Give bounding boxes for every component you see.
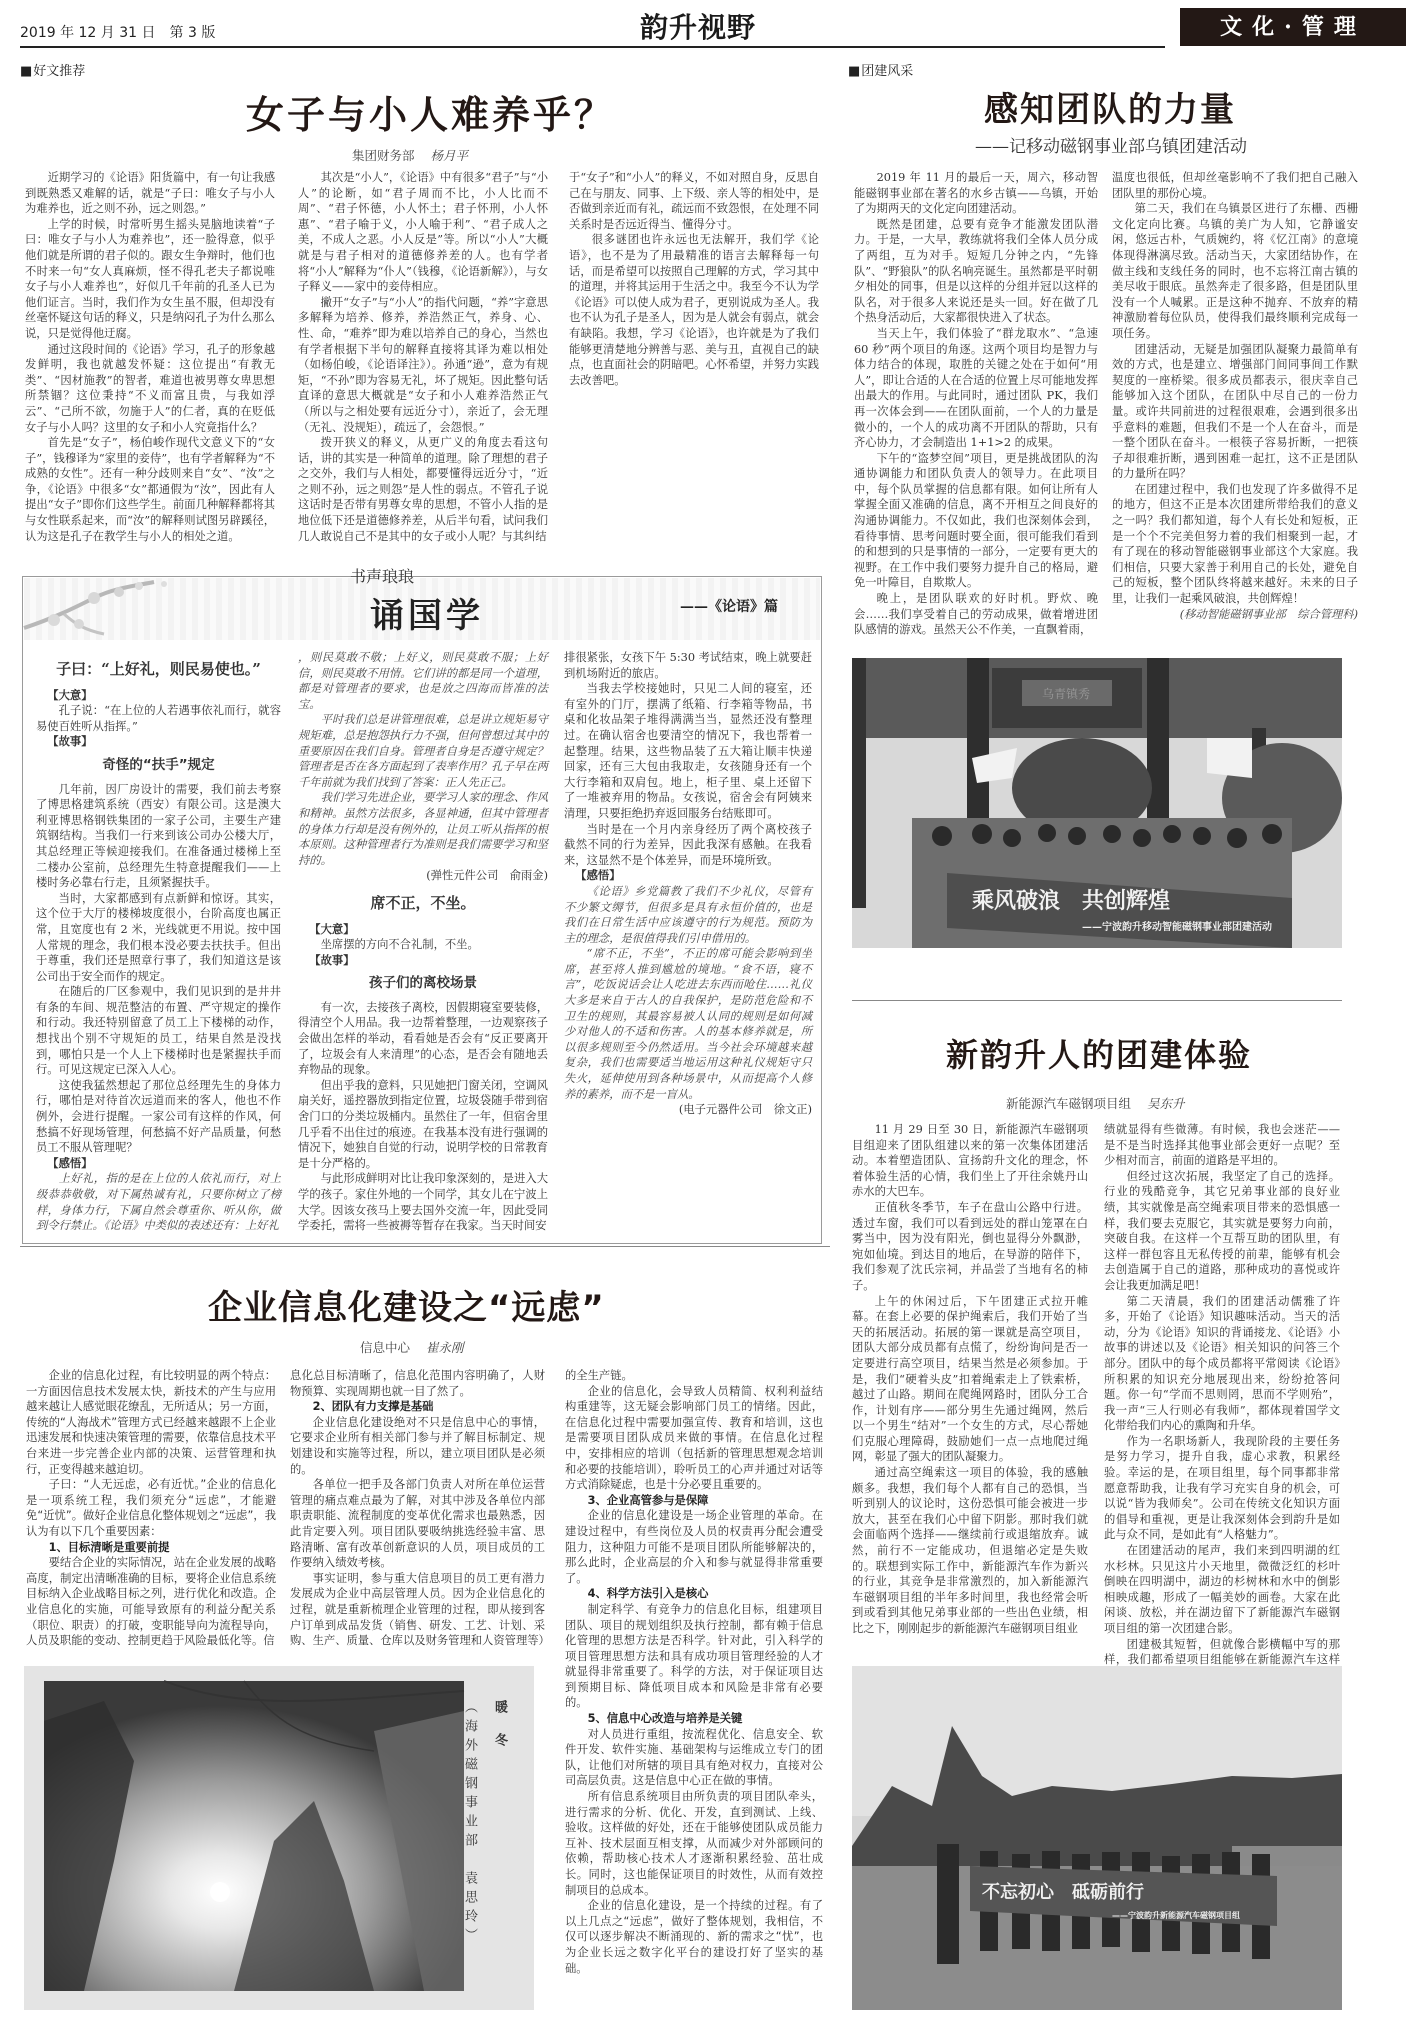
banner-main-text: 不忘初心 砥砺前行 [982, 1882, 1144, 1903]
paragraph: 要结合企业的实际情况，站在企业发展的战略高度，制定出清晰准确的目标，要将企业信息系统目标纳入企业战略目标之列，进行优化和改造。企业信息化的实施，可能导致原有的利益分配关系（职位、职责）的打破，变职能导向为流程导向，人员及职能的变动、控制更趋于风险最低化等。信 [26, 1556, 276, 1648]
section-heading: 4、科学方法引入是核心 [587, 1587, 709, 1601]
paragraph: “席不正，不坐”，不正的席可能会影响到坐席，甚至将人推到尴尬的境地。“食不语，寝不言”，吃饭说话会让人吃进去东西而呛住……礼仪大多是来自于古人的自我保护，是防范危险和不卫生的规则，其最容易被人认同的规则是如何减少对他人的不适和伤害。人的基本修养就是，所以很多规则至今仍然适用。当今社会环境越来越复杂，我们也需要适当地运用这种礼仪规矩守只失火，延伸使用到各种场景中，从而提高个人修养的素养，而不是一盲从。 [564, 947, 812, 1101]
column-label-teambuilding: ■ 团建风采 [848, 60, 913, 79]
paragraph: 绩就显得有些微薄。有时候，我也会迷茫——是不是当时选择其他事业部会更好一点呢？至少相对而言，前面的道路是平坦的。 [1104, 1123, 1340, 1168]
paragraph: 所有信息系统项目由所负责的项目团队牵头，进行需求的分析、优化、开发，直到测试、上线、验收。这样做的好处，还在于能够使团队成员能力互补、技术层面互相支撑，从而减少对外部顾问的依赖，帮助核心技术人才逐渐积累经验、茁壮成长。同时，这也能保证项目的时效性，从而有效控制项目的总成本。 [565, 1790, 823, 1897]
winter-photo-caption [462, 1700, 514, 1947]
paragraph: 温度也很低，但却丝毫影响不了我们把自己融入团队里的那份心境。 [1112, 171, 1358, 200]
paragraph: 撇开“女子”与“小人”的指代问题，“养”字意思多解释为培养、修养，养浩然正气，养身、心、性、命，“难养”即为难以培养自己的身心，当然也有学者根据下半句的解释直接将其译为难以相处（如杨伯峻，《论语译注》）。孙通“逊”，意为有规矩，“不孙”即为容易无礼，坏了规矩。因此整句话直译的意思大概就是“女子和小人难养浩然正气（所以与之相处要有远近分寸），亲近了，会无理（无礼、没规矩），疏远了，会怨恨。” [298, 295, 548, 434]
tag-insight: 【感悟】 [47, 1155, 93, 1170]
article-column [1112, 170, 1358, 640]
paragraph: 我们学习先进企业，要学习人家的理念、作风和精神。虽然方法很多，各显神通，但其中管理者的身体力行却是没有例外的，让员工听从指挥的根本原则。这种管理者行为准则是我们需要学习和坚持的。 [298, 791, 548, 867]
article-column [1104, 1122, 1340, 1667]
paragraph: 上午的休闲过后，下午团建正式拉开帷幕。在套上必要的保护绳索后，我们开始了当天的拓展活动。拓展的第一课就是高空项目，团队大部分成员都有点慌了，纷纷询问是否一定要进行高空项目，结果当然是必须参加。于是，我们“硬着头皮”扣着绳索走上了铁索桥，越过了山路。期间在爬绳网路时，团队分工合作，计划有序——部分男生先通过绳网，然后以一个男生“结对”一个女生的方式，尽心帮她们克服心理障碍，鼓励她们一点一点地爬过绳网，彰显了强大的团队凝聚力。 [852, 1294, 1088, 1464]
paragraph: 首先是“女子”，杨伯峻作现代文意义下的“女子”，钱穆译为“家里的妾侍”，也有学者解释为“不成熟的女性”。还有一种分歧则来自“女”、“汝”之争，《论语》中很多“女”都通假为“汝”，因此有人提出“女子”即你们这些学生。前面几种解释都将其与女性联系起来，而“汝”的解释则试图另辟蹊径，认为这是孔子在教学生与小人的相处之道。 [25, 436, 275, 543]
paragraph: 这使我猛然想起了那位总经理先生的身体力行，哪怕是对待首次远道而来的客人，他也不作例外，会进行提醒。一家公司有这样的作风，何愁搞不好现场管理，何愁搞不好产品质量，何愁员工不服从管理呢？ [36, 1078, 281, 1155]
paragraph: 第二天清晨，我们的团建活动儒雅了许多，开始了《论语》知识趣味活动。当天的活动，分为《论语》知识的背诵接龙、《论语》小故事的讲述以及《论语》相关知识的问答三个部分。团队中的每个成员都将平常阅读《论语》所积累的知识充分地展现出来，纷纷抢答问题。你一句“学而不思则罔，思而不学则殆”，我一声“三人行则必有我师”，都体现着国学文化带给我们内心的熏陶和升华。 [1104, 1294, 1340, 1433]
article-title: 企业信息化建设之“远虑” [208, 1288, 605, 1328]
banner-sub-text: ——宁波韵升新能源汽车磁钢项目组 [1112, 1911, 1240, 1920]
section-heading: 5、信息中心改造与培养是关键 [587, 1712, 743, 1726]
paragraph: 当天上午，我们体验了“群龙取水”、“急速 60 秒”两个项目的角逐。这两个项目均是智力与体力结合的体现，取胜的关键之处在于如何“用人”，即让合适的人在合适的位置上尽可能地发挥出最大的作用。与此同时，通过团队 PK，我们再一次体会到——在团队面前，一个人的力量是微小的，一个人的成功离不开团队的帮助，只有齐心协力，才会制造出 1+1>2 的成果。 [854, 326, 1098, 450]
paragraph: 在随后的厂区参观中，我们见识到的是井井有条的车间、规范整洁的布置、严守规定的操作和行动。我还特别留意了员工上下楼梯的动作，想找出个别不守规矩的员工，结果自然是没找到，哪怕只是一个人上下楼梯时也是紧握扶手而行。可见这规定已深入人心。 [36, 985, 281, 1077]
paragraph: 11 月 29 日至 30 日，新能源汽车磁钢项目组迎来了团队组建以来的第一次集体团建活动。本着塑造团队、宣扬韵升文化的理念，怀着体验生活的心情，我们坐上了开往余姚丹山赤水的大巴车。 [852, 1123, 1088, 1199]
gate-plaque-text: 乌青镇秀 [1042, 687, 1091, 701]
section-heading: 3、企业高管参与是保障 [587, 1493, 709, 1507]
paragraph: 当时是在一个月内亲身经历了两个离校孩子截然不同的行为差异，因此我深有感触。在我看来，这显然不是个体差异，而是环境所致。 [564, 822, 812, 867]
article-column [852, 1122, 1088, 1642]
article-column [26, 1368, 276, 1648]
byline-dept: 新能源汽车磁钢项目组 [1006, 1096, 1132, 1111]
tag-insight: 【感悟】 [575, 868, 621, 883]
guoxue-title: 诵国学 [370, 596, 484, 636]
paragraph: 通过高空绳索这一项目的体验，我的感触颇多。我想，我们每个人都有自己的恐惧，当听到别人的议论时，这份恐惧可能会被进一步放大，甚至在我们心中留下阴影。那时我们就会面临两个选择——继续前行或退缩放弃。诚然，前行不一定能成功，但退缩必定是失败的。联想到实际工作中，新能源汽车作为新兴的行业，其竞争是非常激烈的，加入新能源汽车磁钢项目组的半年多时间里，我也经常会听到或看到其他兄弟事业部的一些出色业绩，相比之下，刚刚起步的新能源汽车磁钢项目组业 [852, 1466, 1088, 1635]
paragraph: 于“女子”和“小人”的释义，不如对照自身，反思自己在与朋友、同事、上下级、亲人等的相处中，是否做到亲近而有礼，疏远而不致怨恨，在处理不同关系时是否远近得当、懂得分寸。 [569, 171, 819, 231]
guoxue-column [564, 650, 812, 1238]
paragraph: 企业的信息化过程，有比较明显的两个特点：一方面因信息技术发展太快，新技术的产生与应用越来越让人感觉眼花缭乱，无所适从；另一方面，传统的“人海战术”管理方式已经越来越跟不上企业迅速发展和快速决策管理的需要，依靠信息技术平台来进一步完善企业内部的决策、运营管理和执行，正变得越来越迫切。 [26, 1369, 276, 1476]
byline-author: 崔永刚 [426, 1340, 464, 1355]
banner-main-text: 乘风破浪 共创辉煌 [972, 889, 1171, 914]
paragraph: ，则民莫敢不敬；上好义，则民莫敢不服；上好信，则民莫敢不用情。它们讲的都是同一个道理，都是对管理者的要求，也是放之四海而皆准的法宝。 [298, 651, 548, 711]
paragraph: 对人员进行重组，按流程优化、信息安全、软件开发、软件实施、基础架构与运维成立专门的团队，让他们对所辖的项目具有绝对权力，直接对公司高层负责。这是信息中心正在做的事情。 [565, 1727, 823, 1788]
story-title: 奇怪的“扶手”规定 [102, 756, 215, 773]
plum-blossom-icon [24, 578, 184, 640]
section-divider [20, 1246, 830, 1247]
winter-photo-credit: （海外磁钢事业部 袁思玲） [462, 1700, 477, 1947]
section-heading: 2、团队有力支撑是基础 [312, 1400, 434, 1414]
paragraph: 但出乎我的意料，只见她把门窗关闭，空调风扇关好，遥控器放到指定位置，垃圾袋随手带到宿舍门口的分类垃圾桶内。虽然住了一年，但宿舍里几乎看不出住过的痕迹。在我基本没有进行强调的情况下，她独自自觉的行动，说明学校的日常教育是十分严格的。 [298, 1078, 548, 1170]
article-title: 感知团队的力量 [984, 90, 1236, 130]
paragraph: 制定科学、有竞争力的信息化目标，组建项目团队、项目的规划组织及执行控制，都有赖于信息化管理的思想方法是否科学。针对此，引入科学的项目管理思想方法和具有成功项目管理经验的人才就显得非常重要了。科学的方法，对于保证项目达到预期目标、降低项目成本和风险是非常有必要的。 [565, 1602, 823, 1710]
newspaper-title: 韵升视野 [640, 11, 757, 44]
lake-group-photo [852, 1666, 1342, 2010]
winter-photo-title: 暖冬 [492, 1700, 507, 1766]
article-column [569, 170, 819, 548]
paragraph: 通过这段时间的《论语》学习，孔子的形象越发鲜明，我也就越发怀疑：这位提出“有教无类”、“因材施教”的智者，难道也被男尊女卑思想所禁锢？这位秉持“不义而富且贵，与我如浮云”、“己所不欲，勿施于人”的仁者，真的在贬低女子与小人吗？这里的女子和小人究竟指什么？ [25, 342, 275, 434]
wuzhen-group-photo [852, 658, 1342, 948]
paragraph: 拨开狭义的释义，从更广义的角度去看这句话，讲的其实是一种简单的道理。除了理想的君子之交外，我们与人相处，都要懂得远近分寸，“近之则不孙，远之则怨”是人性的弱点。不管孔子说这话时是否带有男尊女卑的思想，不管小人指的是地位低下还是道德修养差，从后半句看，试问我们几人敢说自己不是其中的女子或小人呢？与其纠结 [298, 436, 548, 543]
tag-story: 【故事】 [309, 952, 355, 967]
meaning-text: 孔子说：“在上位的人若遇事依礼而行，就容易使百姓听从指挥。” [36, 704, 281, 733]
paragraph: 当时，大家都感到有点新鲜和惊讶。其实，这个位于大厅的楼梯坡度很小，台阶高度也属正常，且宽度也有 2 米，光线就更不用说。按中国人常规的理念，我们根本没必要去扶扶手。但出于尊重，我们还是照章行事了，我们知道这是该公司出于安全而作的规定。 [36, 891, 281, 983]
article-column [290, 1368, 550, 1648]
section-badge: 文化·管理 [1180, 8, 1406, 46]
byline-dept: 信息中心 [360, 1340, 411, 1355]
paragraph: 几年前，因厂房设计的需要，我们前去考察了博思格建筑系统（西安）有限公司。这是澳大利亚博思格钢铁集团的一家子公司，主要生产建筑钢结构。当我们一行来到该公司办公楼大厅，其总经理正等候迎接我们。在准备通过楼梯上至二楼办公室前，总经理先生特意提醒我们——上楼时务必靠右行走，且须紧握扶手。 [36, 782, 281, 890]
analects-quote: 子曰：“上好礼，则民易使也。” [56, 660, 261, 678]
paragraph: 第二天，我们在乌镇景区进行了东栅、西栅文化定向比赛。乌镇的美广为人知，它静谧安闲，悠远古朴，气质婉约，将《忆江南》的意境体现得淋漓尽致。活动当天，大家团结协作，在做主线和支线任务的同时，也不忘将江南古镇的美尽收于眼底。虽然奔走了很多路，但是团队里没有一个人喊累。正是这种不抛弃、不放弃的精神激励着每位队员，使得我们最终顺利完成每一项任务。 [1112, 202, 1358, 340]
byline-dept: 集团财务部 [352, 148, 415, 163]
tag-story: 【故事】 [47, 734, 93, 749]
meaning-text: 坐席摆的方向不合礼制，不坐。 [320, 938, 479, 952]
paragraph: 团建活动，无疑是加强团队凝聚力最简单有效的方式，也是建立、增强部门间同事间工作默契度的一座桥梁。很多成员都表示，很庆幸自己能够加入这个团队，在团队中尽自己的一份力量。或许共同前进的过程很艰难，会遇到很多出乎意料的难题，但我们不是一个人在奋斗，而是一整个团队在奋斗。一根筷子容易折断，一把筷子却很难折断，遇到困难一起扛，这不正是团队的力量所在吗？ [1112, 342, 1358, 481]
masthead-rule [20, 46, 1165, 48]
article-title: 女子与小人难养乎？ [246, 93, 616, 137]
paragraph: 其次是“小人”，《论语》中有很多“君子”与“小人”的论断，如“君子周而不比，小人比而不周”、“君子怀德，小人怀土；君子怀刑，小人怀惠”、“君子喻于义，小人喻于利”、“君子成人之美，不成人之恶。小人反是”等。所以“小人”大概就是与君子相对的道德修养差的人。也有学者将“小人”解释为“仆人”（钱穆，《论语新解》），与女子释义——家中的妾侍相应。 [298, 171, 548, 294]
paragraph: 平时我们总是讲管理很难，总是讲立规矩易守规矩难，总是抱怨执行力不强，但何曾想过其中的重要原因在我们自身。管理者自身是否遵守规定？管理者是否在各方面起到了表率作用？孔子早在两千年前就为我们找到了答案：正人先正己。 [298, 713, 548, 789]
article-byline [360, 1338, 464, 1356]
paragraph: 上好礼，指的是在上位的人依礼而行，对上级恭恭敬敬，对下属热诚有礼，只要你树立了榜样，身体力行，下属自然会尊重你、听从你，做到令行禁止。《论语》中类似的表述还有：上好礼 [36, 1172, 281, 1233]
paragraph: 子曰：“人无远虑，必有近忧。”企业的信息化是一项系统工程，我们须充分“远虑”，才能避免“近忧”。做好企业信息化整体规划之“远虑”，我认为有以下几个重要因素： [26, 1478, 276, 1538]
paragraph: 但经过这次拓展，我坚定了自己的选择。行业的残酷竞争，其它兄弟事业部的良好业绩，其实就像是高空绳索项目带来的恐惧感一样，我们要去克服它，其实就是要努力向前，突破自我。在这样一个互帮互助的团队里，有这样一群包容且无私传授的前辈，能够有机会去创造属于自己的道路，那种成功的喜悦或许会让我更加满足吧！ [1104, 1169, 1340, 1292]
paragraph: 在团建活动的尾声，我们来到四明湖的红水杉林。只见这片小天地里，微微泛红的杉叶倒映在四明湖中，湖边的杉树林和水中的倒影相映成趣，形成了一幅美妙的画卷。大家在此闲谈、放松，并在湖边留下了新能源汽车磁钢项目组的第一次团建合影。 [1104, 1544, 1340, 1635]
paragraph: 企业的信息化建设是一场企业管理的革命。在建设过程中，有些岗位及人员的权责再分配会遭受阻力，这种阻力可能不是项目团队所能够解决的，那么此时，企业高层的介入和参与就显得非常重要了。 [565, 1509, 823, 1585]
paragraph: 晚上，是团队联欢的好时机。野炊、晚会……我们享受着自己的劳动成果，做着增进团队感情的游戏。虽然天公不作美，一直飘着雨， [854, 592, 1098, 637]
byline-author: 吴东升 [1147, 1096, 1185, 1111]
guoxue-source: ——《论语》篇 [680, 599, 778, 615]
byline-author: 杨月平 [430, 148, 469, 163]
paragraph: 下午的“盗梦空间”项目，更是挑战团队的沟通协调能力和团队负责人的领导力。在此项目中，每个队员掌握的信息都有限。如何让所有人掌握全面又准确的信息，离不开相互之间良好的沟通协调能力。不仅如此，我们也深刻体会到，看待事情、思考问题时要全面，很可能我们看到的和想到的只是事情的一部分，一定要有更大的视野。在工作中我们要努力提升自己的格局，避免一叶障目，自欺欺人。 [854, 451, 1098, 590]
issue-date: 2019 年 12 月 31 日 第 3 版 [20, 25, 216, 41]
paragraph: 企业的信息化，会导致人员精简、权利利益结构重建等，这无疑会影响部门员工的情绪。因此，在信息化过程中需要加强宣传、教育和培训，这也是需要项目团队成员来做的事情。在信息化过程中，安排相应的培训（包括新的管理思想观念培训和必要的技能培训），聆听员工的心声并通过对话等方式消除疑虑，也是十分必要且重要的。 [565, 1384, 823, 1492]
column-label-recommend: ■ 好文推荐 [20, 60, 85, 79]
paragraph: 团建极其短暂，但就像合影横幅中写的那样，我们都希望项目组能够在新能源汽车这样 [1104, 1637, 1340, 1667]
paragraph: 在团建过程中，我们也发现了许多做得不足的地方，但这不正是本次团建所带给我们的意义之一吗？我们都知道，每个人有长处和短板，正是一个个不完美但努力着的我们相聚到一起，才有了现在的移动智能磁钢事业部这个大家庭。我们相信，只要大家善于利用自己的长处，避免自己的短板，整个团队终将越来越好。未来的日子里，让我们一起乘风破浪，共创辉煌！ [1112, 482, 1358, 606]
winter-forest-photo [44, 1681, 464, 1991]
section-heading: 1、目标清晰是重要前提 [48, 1540, 170, 1554]
paragraph: 排很紧张，女孩下午 5:30 考试结束，晚上就要赶到机场附近的旅店。 [564, 651, 812, 680]
paragraph: 《论语》乡党篇教了我们不少礼仪，尽管有不少繁文缛节，但很多是具有永恒价值的，也是我们在日常生活中应该遵守的行为规范。预防为主的理念，是很值得我们引申借用的。 [564, 884, 812, 945]
banner-sub-text: ——宁波韵升移动智能磁钢事业部团建活动 [1082, 922, 1272, 933]
story-title: 孩子们的离校场景 [369, 975, 477, 992]
paragraph: 各单位一把手及各部门负责人对所在单位运营管理的痛点难点最为了解，对其中涉及各单位内部职责职能、流程制度的变革优化需求也最熟悉，因此肯定要入列。项目团队要吸纳挑选经验丰富、思路清晰、富有改革创新意识的人员，项目成员的工作要纳入绩效考核。 [290, 1478, 545, 1570]
article-byline [352, 146, 468, 164]
paragraph: 作为一名职场新人，我现阶段的主要任务是努力学习，提升自我，虚心求教，积累经验。幸运的是，在项目组里，每个同事都非常愿意帮助我，让我有学习充实自身的机会，可以说“皆为我师矣”。公司在传统文化知识方面的倡导和重视，更是让我深刻体会到韵升是如此与众不同，是如此有“人格魅力”。 [1104, 1434, 1340, 1542]
paragraph: 当我去学校接她时，只见二人间的寝室，还有室外的门厅，摆满了纸箱、行李箱等物品，书桌和化妆品架子堆得满满当当，显然还没有整理过。在确认宿舍也要清空的情况下，我也帮着一起整理。结果，这些物品装了五大箱让顺丰快递回家，还有三大包由我取走，女孩随身还有一个大行李箱和双肩包。地上，柜子里、桌上还留下了一堆被弃用的物品。女孩说，宿舍会有阿姨来清理，只要拒绝扔弃返回服务台结账即可。 [564, 682, 812, 820]
paragraph: 企业的信息化建设，是一个持续的过程。有了以上几点之“远虑”，做好了整体规划，我相信，不仅可以逐步解决不断涌现的、新的需求之“忧”，也为企业长远之数字化平台的建设打好了坚实的基础。 [565, 1899, 823, 1975]
signature: (电子元器件公司 徐文正) [678, 1103, 812, 1117]
guoxue-kicker: 书声琅琅 [350, 567, 415, 586]
guoxue-column [36, 650, 281, 1238]
article-byline [1006, 1094, 1185, 1112]
signature: (移动智能磁钢事业部 综合管理科) [1179, 607, 1358, 621]
article-column [298, 170, 548, 548]
paragraph: 2019 年 11 月的最后一天，周六，移动智能磁钢事业部在著名的水乡古镇——乌镇，开始了为期两天的文化定向团建活动。 [854, 171, 1098, 216]
paragraph: 的全生产链。 [565, 1369, 633, 1382]
paragraph: 企业信息化建设绝对不只是信息中心的事情，它要求企业所有相关部门参与并了解目标制定、规划建设和实施等过程，所以，建立项目团队是必须的。 [290, 1415, 545, 1476]
article-title: 新韵升人的团建体验 [946, 1036, 1253, 1074]
article-column [25, 170, 275, 548]
tag-meaning: 【大意】 [309, 921, 355, 936]
article-subtitle: ——记移动磁钢事业部乌镇团建活动 [975, 137, 1247, 157]
paragraph: 上学的时候，时常听男生摇头晃脑地读着“子曰：唯女子与小人为难养也”，还一脸得意，似乎他们就是所谓的君子似的。跟女生争辩时，他们也不时来一句“女人真麻烦，怪不得孔老夫子都说唯女子与小人难养也”，好似几千年前的孔圣人已为他们证言。当时，我们作为女生虽不服，但却没有丝毫怀疑这句话的释义，只是纳闷孔子为什么那么说，只是觉得他迂腐。 [25, 217, 275, 340]
article-column [854, 170, 1098, 640]
tag-meaning: 【大意】 [47, 687, 93, 702]
paragraph: 息化总目标清晰了，信息化范围内容明确了，人财物预算、实现周期也就一目了然了。 [290, 1369, 545, 1398]
paragraph: 与此形成鲜明对比让我印象深刻的，是进入大学的孩子。家住外地的一个同学，其女儿在宁波上大学。因该女孩马上要去国外交流一年，因此受同学委托，需将一些被褥等暂存在我家。当天时间安 [298, 1172, 548, 1233]
paragraph: 很多谜团也许永远也无法解开，我们学《论语》，也不是为了用最精准的语言去解释每一句话，而是希望可以按照自己理解的方式，学习其中的道理，并将其运用于生活之中。我至今不认为学《论语》可以使人成为君子，更别说成为圣人。我也不认为孔子是圣人，因为是人就会有弱点，就会有缺陷。我想，学习《论语》，也许就是为了我们能够更清楚地分辨善与恶、美与丑，直视自己的缺点，也直面社会的阴暗吧。心怀希望，并努力实践去改善吧。 [569, 233, 819, 387]
paragraph: 正值秋冬季节，车子在盘山公路中行进。透过车窗，我们可以看到远处的群山笼罩在白雾当中，因为没有阳光，倒也显得分外飘渺，宛如仙境。到达目的地后，在导游的陪伴下，我们参观了沈氏宗祠，并品尝了当地有名的柿子。 [852, 1200, 1088, 1292]
signature: (弹性元件公司 俞雨金) [426, 869, 548, 883]
analects-quote: 席不正，不坐。 [370, 893, 476, 912]
paragraph: 有一次，去接孩子离校，因假期寝室要装修，得清空个人用品。我一边帮着整理，一边观察孩子会做出怎样的举动，看看她是否会有“反正要离开了，垃圾会有人来清理”的心态，是否会有随地丢弃物品的现象。 [298, 1000, 548, 1077]
paragraph: 既然是团建，总要有竞争才能激发团队潜力。于是，一大早，教练就将我们全体人员分成了两组，互为对手。短短几分钟之内，“先锋队”、“野狼队”的队名响亮诞生。虽然都是平时朝夕相处的同事，但是以这样的分组并冠以这样的队名，对于很多人来说还是头一回。好在做了几个热身活动后，大家都很快进入了状态。 [854, 217, 1098, 325]
article-column [565, 1368, 823, 2013]
guoxue-column [298, 650, 548, 1238]
paragraph: 近期学习的《论语》阳货篇中，有一句让我感到既熟悉又难解的话，就是“子曰：唯女子与小人为难养也，近之则不孙，远之则怨。” [25, 171, 275, 216]
paragraph: 事实证明，参与重大信息项目的员工更有潜力发展成为企业中高层管理人员。因为企业信息化的过程，就是重新梳理企业管理的过程，即从接到客户订单到成品发货（销售、研发、工艺、计划、采购、生产、质量、仓库以及财务管理和人资管理等） [290, 1571, 550, 1648]
section-divider [852, 1000, 1342, 1001]
